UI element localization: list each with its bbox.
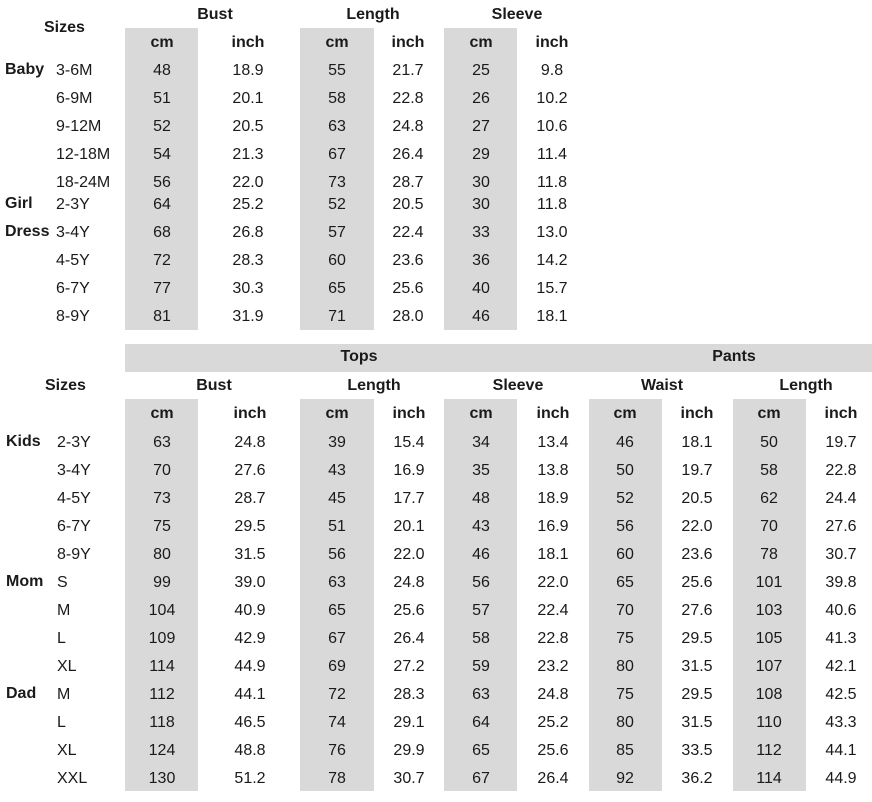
table1-size-label: 18-24M	[56, 174, 111, 191]
table2-cell: 27.6	[681, 602, 713, 619]
table1-unit-header: cm	[325, 34, 349, 51]
table2-cell: 73	[153, 490, 171, 507]
table2-cell: 57	[472, 602, 490, 619]
table1-cell: 18.1	[536, 308, 568, 325]
table2-cell: 29.1	[393, 714, 425, 731]
table2-cell: 29.9	[393, 742, 425, 759]
table2-cell: 28.3	[393, 686, 425, 703]
table1-cell: 11.8	[537, 174, 567, 191]
table2-size-label: M	[57, 686, 71, 703]
table2-length-header: Length	[347, 377, 401, 394]
table2-pants-length-header: Length	[779, 377, 833, 394]
table2-cell: 22.4	[537, 602, 569, 619]
table1-cell: 26	[472, 90, 490, 107]
table1-cell: 21.3	[232, 146, 264, 163]
table2-cell: 40.6	[825, 602, 857, 619]
table2-cell: 26.4	[393, 630, 425, 647]
table1-cell: 9.8	[540, 62, 564, 79]
table2-cell: 22.0	[537, 574, 569, 591]
table2-cell: 48.8	[234, 742, 266, 759]
table2-unit-header: inch	[233, 405, 267, 422]
table1-cell: 25.2	[232, 196, 264, 213]
table2-cell: 29.5	[234, 518, 266, 535]
table1-cell: 72	[153, 252, 171, 269]
table2-cell: 67	[472, 770, 490, 787]
table2-cell: 31.5	[234, 546, 266, 563]
table1-cell: 29	[472, 146, 490, 163]
table2-cell: 92	[616, 770, 634, 787]
table2-cell: 22.0	[393, 546, 425, 563]
table1-unit-header: cm	[150, 34, 174, 51]
table2-cell: 39	[328, 434, 346, 451]
table2-cell: 30.7	[825, 546, 857, 563]
table1-cell: 28.7	[392, 174, 424, 191]
table1-unit-header: inch	[391, 34, 425, 51]
table2-cell: 42.1	[825, 658, 857, 675]
table2-cell: 78	[760, 546, 778, 563]
table2-cell: 24.8	[537, 686, 569, 703]
table1-cell: 67	[328, 146, 346, 163]
table2-cell: 110	[756, 714, 782, 731]
table1-size-label: 8-9Y	[56, 308, 90, 325]
table2-cell: 28.7	[234, 490, 266, 507]
table2-cell: 18.1	[681, 434, 713, 451]
table2-cell: 108	[755, 686, 783, 703]
table2-size-label: 8-9Y	[57, 546, 91, 563]
table1-cell: 10.6	[536, 118, 568, 135]
table2-cell: 58	[760, 462, 778, 479]
table2-cell: 72	[328, 686, 346, 703]
table2-cell: 69	[328, 658, 346, 675]
table2-cell: 63	[472, 686, 490, 703]
table1-cell: 13.0	[536, 224, 568, 241]
table2-size-label: XL	[57, 658, 77, 675]
table2-sizes-label: Sizes	[45, 377, 86, 394]
table2-size-label: S	[57, 574, 68, 591]
table2-cell: 75	[616, 686, 634, 703]
table1-size-label: 3-4Y	[56, 224, 90, 241]
table2-cell: 46	[472, 546, 490, 563]
table2-unit-header: inch	[824, 405, 858, 422]
table1-bust-header: Bust	[197, 6, 233, 23]
table2-cell: 25.6	[681, 574, 713, 591]
table2-bust-header: Bust	[196, 377, 232, 394]
table2-size-label: 6-7Y	[57, 518, 91, 535]
table2-cell: 65	[472, 742, 490, 759]
table2-size-label: M	[57, 602, 71, 619]
table2-cell: 43.3	[825, 714, 857, 731]
table2-unit-header: inch	[536, 405, 570, 422]
table2-cell: 130	[148, 770, 176, 787]
table2-cell: 36.2	[681, 770, 713, 787]
table1-cell: 20.1	[232, 90, 264, 107]
table2-cell: 58	[472, 630, 490, 647]
table1-cell: 24.8	[392, 118, 424, 135]
table2-cell: 48	[472, 490, 490, 507]
table1-group-label: Dress	[5, 223, 50, 240]
table2-cell: 59	[472, 658, 490, 675]
table1-size-label: 3-6M	[56, 62, 93, 79]
table1-unit-header: cm	[469, 34, 493, 51]
table1-cell: 55	[328, 62, 346, 79]
table2-cell: 51	[328, 518, 346, 535]
table2-cell: 20.5	[681, 490, 713, 507]
table2-cell: 42.5	[825, 686, 857, 703]
table2-cell: 67	[328, 630, 346, 647]
table2-cell: 74	[328, 714, 346, 731]
table2-cell: 17.7	[393, 490, 425, 507]
table2-cell: 114	[149, 658, 175, 675]
table1-cell: 54	[153, 146, 171, 163]
table2-tops-header: Tops	[340, 348, 378, 365]
table2-cell: 56	[328, 546, 346, 563]
table2-cell: 31.5	[681, 714, 713, 731]
table1-cell: 64	[153, 196, 171, 213]
table2-cell: 75	[616, 630, 634, 647]
table2-cell: 34	[472, 434, 490, 451]
table2-unit-header: inch	[392, 405, 426, 422]
table2-waist-header: Waist	[640, 377, 684, 394]
table2-cell: 27.2	[393, 658, 425, 675]
table2-cell: 13.8	[537, 462, 569, 479]
table1-cell: 30	[472, 196, 490, 213]
table1-cell: 81	[153, 308, 171, 325]
table1-group-label: Girl	[5, 195, 33, 212]
table1-cell: 30	[472, 174, 490, 191]
table2-cell: 50	[616, 462, 634, 479]
table2-cell: 30.7	[393, 770, 425, 787]
table1-cell: 31.9	[232, 308, 264, 325]
table2-cell: 24.8	[393, 574, 425, 591]
table2-cell: 60	[616, 546, 634, 563]
table2-cell: 46	[616, 434, 634, 451]
table1-cell: 11.4	[537, 146, 567, 163]
table2-unit-header: cm	[757, 405, 781, 422]
table1-cell: 26.4	[392, 146, 424, 163]
table2-cell: 124	[148, 742, 176, 759]
table2-cell: 35	[472, 462, 490, 479]
table2-unit-header: inch	[680, 405, 714, 422]
table2-cell: 43	[472, 518, 490, 535]
table1-cell: 51	[153, 90, 171, 107]
table1-cell: 33	[472, 224, 490, 241]
table2-cell: 63	[328, 574, 346, 591]
table1-cell: 22.0	[232, 174, 264, 191]
table2-cell: 27.6	[234, 462, 266, 479]
table2-cell: 44.9	[825, 770, 857, 787]
table2-size-label: L	[57, 630, 66, 647]
table1-cell: 21.7	[392, 62, 424, 79]
table2-cell: 31.5	[681, 658, 713, 675]
table2-cell: 52	[616, 490, 634, 507]
table2-cell: 104	[148, 602, 176, 619]
table2-cell: 85	[616, 742, 634, 759]
table1-cell: 10.2	[536, 90, 568, 107]
table2-cell: 76	[328, 742, 346, 759]
table2-cell: 62	[760, 490, 778, 507]
table1-size-label: 12-18M	[56, 146, 111, 163]
table2-cell: 18.9	[537, 490, 569, 507]
table1-cell: 15.7	[536, 280, 568, 297]
table1-unit-header: inch	[535, 34, 569, 51]
table2-cell: 44.1	[234, 686, 266, 703]
table1-cell: 40	[472, 280, 490, 297]
table1-cell: 11.8	[537, 196, 567, 213]
table2-cell: 25.6	[537, 742, 569, 759]
table2-cell: 22.8	[537, 630, 569, 647]
table1-cell: 71	[328, 308, 346, 325]
table1-cell: 56	[153, 174, 171, 191]
table1-cell: 25	[472, 62, 490, 79]
table2-size-label: L	[57, 714, 66, 731]
table2-cell: 19.7	[681, 462, 713, 479]
table2-cell: 114	[756, 770, 782, 787]
table2-unit-header: cm	[150, 405, 174, 422]
table2-cell: 78	[328, 770, 346, 787]
table2-cell: 39.0	[234, 574, 266, 591]
table1-sleeve-header: Sleeve	[491, 6, 543, 23]
table1-cell: 30.3	[232, 280, 264, 297]
table1-cell: 52	[328, 196, 346, 213]
table1-cell: 28.3	[232, 252, 264, 269]
table2-cell: 24.8	[234, 434, 266, 451]
table2-size-label: XL	[57, 742, 77, 759]
table1-cell: 22.4	[392, 224, 424, 241]
table1-cell: 20.5	[392, 196, 424, 213]
table2-sleeve-header: Sleeve	[492, 377, 544, 394]
table1-size-label: 9-12M	[56, 118, 102, 135]
table1-cell: 27	[472, 118, 490, 135]
table2-group-label: Dad	[6, 685, 37, 702]
table2-cell: 50	[760, 434, 778, 451]
table1-cell: 18.9	[232, 62, 264, 79]
table2-cell: 80	[616, 714, 634, 731]
table2-unit-header: cm	[325, 405, 349, 422]
table2-cell: 41.3	[825, 630, 857, 647]
table2-cell: 33.5	[681, 742, 713, 759]
table2-cell: 64	[472, 714, 490, 731]
table2-cell: 75	[153, 518, 171, 535]
table1-cell: 14.2	[536, 252, 568, 269]
table1-cell: 28.0	[392, 308, 424, 325]
table2-size-label: 2-3Y	[57, 434, 91, 451]
table2-cell: 112	[149, 686, 175, 703]
table2-cell: 39.8	[825, 574, 857, 591]
table1-cell: 77	[153, 280, 171, 297]
table1-size-label: 4-5Y	[56, 252, 90, 269]
table1-sizes-label: Sizes	[44, 19, 85, 36]
table2-group-label: Mom	[6, 573, 44, 590]
table1-size-label: 6-7Y	[56, 280, 90, 297]
table2-unit-header: cm	[613, 405, 637, 422]
table1-size-label: 2-3Y	[56, 196, 90, 213]
table1-unit-header: inch	[231, 34, 265, 51]
table2-cell: 105	[755, 630, 783, 647]
table2-cell: 26.4	[537, 770, 569, 787]
table1-cell: 36	[472, 252, 490, 269]
table2-cell: 118	[149, 714, 175, 731]
table2-cell: 44.9	[234, 658, 266, 675]
table1-cell: 23.6	[392, 252, 424, 269]
table2-cell: 22.8	[825, 462, 857, 479]
table2-cell: 63	[153, 434, 171, 451]
table2-cell: 29.5	[681, 686, 713, 703]
table2-cell: 46.5	[234, 714, 266, 731]
table2-cell: 23.2	[537, 658, 569, 675]
table2-size-label: XXL	[57, 770, 88, 787]
table1-cell: 58	[328, 90, 346, 107]
table1-cell: 46	[472, 308, 490, 325]
table2-cell: 70	[153, 462, 171, 479]
table2-cell: 29.5	[681, 630, 713, 647]
table2-cell: 20.1	[393, 518, 425, 535]
table2-cell: 13.4	[537, 434, 569, 451]
table2-cell: 65	[328, 602, 346, 619]
table2-cell: 70	[616, 602, 634, 619]
table2-cell: 51.2	[234, 770, 266, 787]
table2-cell: 24.4	[825, 490, 857, 507]
table2-cell: 44.1	[825, 742, 857, 759]
table1-group-label: Baby	[5, 61, 45, 78]
table2-cell: 42.9	[234, 630, 266, 647]
table1-cell: 60	[328, 252, 346, 269]
table2-cell: 16.9	[393, 462, 425, 479]
table2-cell: 70	[760, 518, 778, 535]
table1-cell: 25.6	[392, 280, 424, 297]
table2-cell: 43	[328, 462, 346, 479]
table1-cell: 22.8	[392, 90, 424, 107]
table2-cell: 103	[755, 602, 783, 619]
table2-cell: 25.6	[393, 602, 425, 619]
table2-cell: 65	[616, 574, 634, 591]
table2-cell: 80	[616, 658, 634, 675]
table1-cell: 57	[328, 224, 346, 241]
table2-cell: 101	[755, 574, 783, 591]
table2-pants-header: Pants	[712, 348, 756, 365]
table1-cell: 26.8	[232, 224, 264, 241]
table2-cell: 22.0	[681, 518, 713, 535]
table2-cell: 56	[472, 574, 490, 591]
table1-cell: 63	[328, 118, 346, 135]
table1-cell: 52	[153, 118, 171, 135]
table2-cell: 18.1	[537, 546, 569, 563]
table2-cell: 25.2	[537, 714, 569, 731]
table2-cell: 19.7	[825, 434, 857, 451]
table1-cell: 65	[328, 280, 346, 297]
table1-length-header: Length	[346, 6, 400, 23]
table2-cell: 109	[148, 630, 176, 647]
table1-cell: 68	[153, 224, 171, 241]
table2-cell: 112	[756, 742, 782, 759]
table2-cell: 15.4	[393, 434, 425, 451]
table1-cell: 48	[153, 62, 171, 79]
table2-cell: 27.6	[825, 518, 857, 535]
table2-size-label: 3-4Y	[57, 462, 91, 479]
table2-size-label: 4-5Y	[57, 490, 91, 507]
table2-cell: 16.9	[537, 518, 569, 535]
table1-cell: 73	[328, 174, 346, 191]
table2-cell: 107	[755, 658, 783, 675]
table2-unit-header: cm	[469, 405, 493, 422]
table2-cell: 56	[616, 518, 634, 535]
table2-cell: 99	[153, 574, 171, 591]
table2-cell: 23.6	[681, 546, 713, 563]
table2-cell: 40.9	[234, 602, 266, 619]
table2-group-label: Kids	[6, 433, 41, 450]
table1-cell: 20.5	[232, 118, 264, 135]
table1-size-label: 6-9M	[56, 90, 93, 107]
table2-cell: 80	[153, 546, 171, 563]
table2-cell: 45	[328, 490, 346, 507]
